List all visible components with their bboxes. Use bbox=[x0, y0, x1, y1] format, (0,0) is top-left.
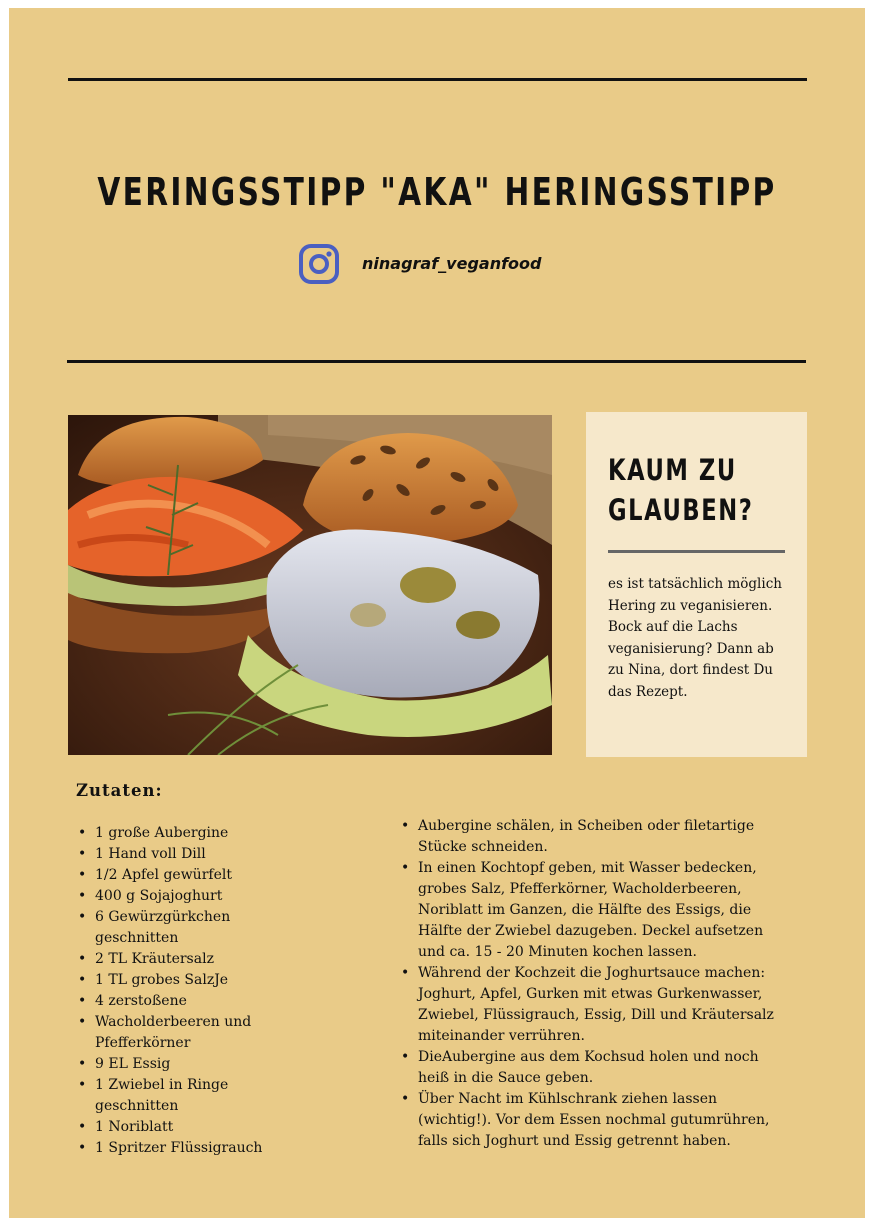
page-title: VERINGSSTIPP "AKA" HERINGSSTIPP bbox=[97, 170, 777, 214]
card-text: es ist tatsächlich möglich Hering zu veganisieren. Bock auf die Lachs veganisierung? Dann ab zu Nina, dort findest Du das Rezept. bbox=[608, 576, 782, 700]
photo-vegan-herring-burger bbox=[68, 415, 552, 755]
step-item: • DieAubergine aus dem Kochsud holen und noch heiß in die Sauce geben. bbox=[399, 1047, 794, 1089]
sidebar-card bbox=[586, 412, 807, 757]
ingredient-item: • 1 Hand voll Dill bbox=[76, 844, 276, 865]
ingredient-item: • 1 TL grobes SalzJe bbox=[76, 970, 276, 991]
step-item: • Über Nacht im Kühlschrank ziehen lassen (wichtig!). Vor dem Essen nochmal gutumrühren, falls sich Joghurt und Essig getrennt haben. bbox=[399, 1089, 794, 1152]
instagram-handle[interactable]: ninagraf_veganfood bbox=[362, 254, 542, 273]
step-item: • In einen Kochtopf geben, mit Wasser bedecken, grobes Salz, Pfefferkörner, Wacholderbeeren, Noriblatt im Ganzen, die Hälfte des Essigs, die Hälfte der Zwiebel dazugeben. Deckel aufsetzen und ca. 15 - 20 Minuten kochen lassen. bbox=[399, 858, 794, 963]
ingredient-item: • 1 Noriblatt bbox=[76, 1117, 276, 1138]
header-bottom-divider bbox=[67, 360, 806, 363]
top-divider bbox=[68, 78, 807, 81]
card-title: KAUM ZU GLAUBEN? bbox=[608, 453, 754, 527]
ingredient-item: • 400 g Sojajoghurt bbox=[76, 886, 276, 907]
ingredient-item: • 2 TL Kräutersalz bbox=[76, 949, 276, 970]
ingredient-item: • 1 Spritzer Flüssigrauch bbox=[76, 1138, 276, 1159]
ingredient-item: • 1 große Aubergine bbox=[76, 823, 276, 844]
instagram-icon[interactable] bbox=[298, 243, 340, 285]
ingredient-item: • 1 Zwiebel in Ringe geschnitten bbox=[76, 1075, 276, 1117]
ingredient-item: • 4 zerstoßene bbox=[76, 991, 276, 1012]
card-divider bbox=[608, 550, 785, 553]
steps-list bbox=[399, 816, 794, 1152]
ingredient-item: • 1/2 Apfel gewürfelt bbox=[76, 865, 276, 886]
ingredients-heading: Zutaten: bbox=[76, 781, 163, 800]
step-item: • Während der Kochzeit die Joghurtsauce machen: Joghurt, Apfel, Gurken mit etwas Gurkenwasser, Zwiebel, Flüssigrauch, Essig, Dill und Kräutersalz miteinander verrühren. bbox=[399, 963, 794, 1047]
ingredient-item: • 9 EL Essig bbox=[76, 1054, 276, 1075]
step-item: • Aubergine schälen, in Scheiben oder filetartige Stücke schneiden. bbox=[399, 816, 794, 858]
ingredient-item: • Wacholderbeeren und Pfefferkörner bbox=[76, 1012, 276, 1054]
ingredients-list bbox=[76, 823, 276, 1159]
ingredient-item: • 6 Gewürzgürkchen geschnitten bbox=[76, 907, 276, 949]
